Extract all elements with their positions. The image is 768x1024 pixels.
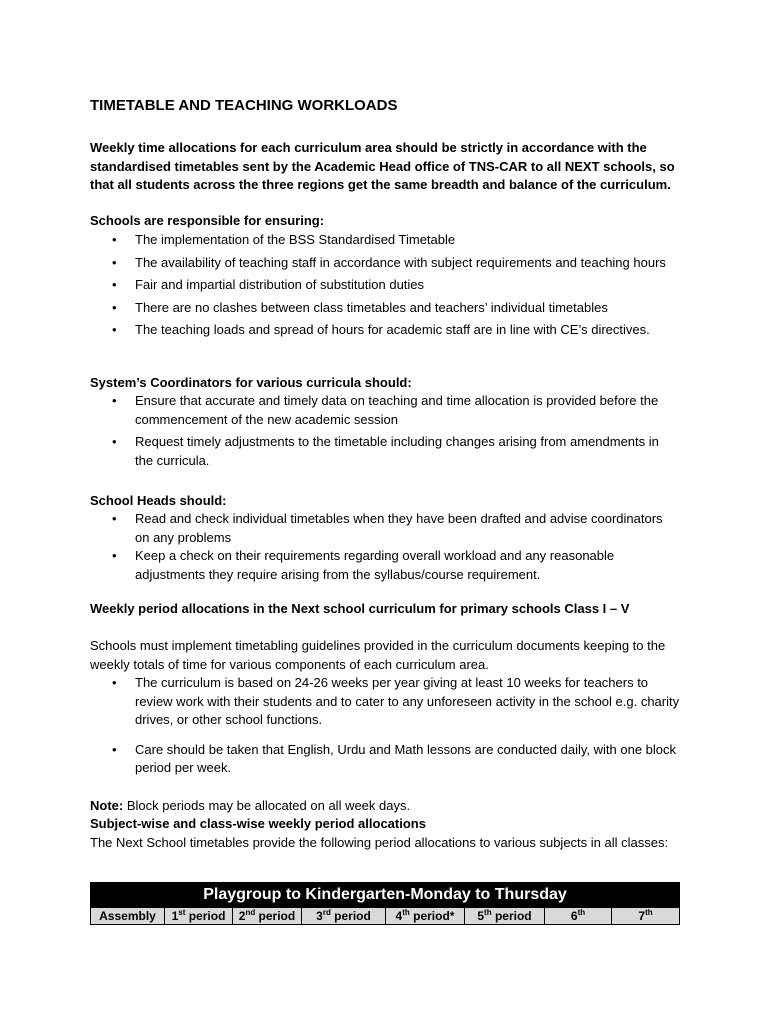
list-item: • Request timely adjustments to the timetable including changes arising from amendments in the curricula. [112,434,659,468]
weekly-list [90,674,680,782]
table-header-row [91,907,679,924]
header-cell-assembly: Assembly [91,907,165,924]
bullet-icon: • [112,675,117,690]
header-cell-period: 3rd period [302,907,386,924]
header-cell-period: 5th period [465,907,545,924]
intro-paragraph: Weekly time allocations for each curriculum area should be strictly in accordance with the standardised timetables sent by the Academic Head office of TNS-CAR to all NEXT schools, so that all students across the three regions get the same breadth and balance of the curriculum. [90,140,675,192]
list-item: • The curriculum is based on 24-26 weeks per year giving at least 10 weeks for teachers to review work with their students and to cater to any unforeseen activity in the school e.g. charity drives, or other school functions. [112,675,680,727]
bullet-icon: • [112,393,117,408]
heads-heading: School Heads should: [90,493,227,508]
header-cell-period: 4th period* [386,907,465,924]
bullet-icon: • [112,322,117,337]
note-text: Block periods may be allocated on all week days. [123,798,411,813]
coordinators-heading: System’s Coordinators for various curricula should: [90,375,412,390]
bullet-icon: • [112,548,117,563]
header-cell-period: 2nd period [233,907,302,924]
note-line [90,797,680,816]
bullet-icon: • [112,511,117,526]
list-item: • There are no clashes between class timetables and teachers’ individual timetables [90,299,680,318]
weekly-heading: Weekly period allocations in the Next school curriculum for primary schools Class I – V [90,601,630,616]
list-item: • Read and check individual timetables when they have been drafted and advise coordinators on any problems [112,511,663,545]
bullet-icon: • [112,299,117,315]
coordinators-list [90,392,680,474]
list-item: • Fair and impartial distribution of substitution duties [90,276,680,295]
schools-heading: Schools are responsible for ensuring: [90,213,325,228]
list-item: • Ensure that accurate and timely data on teaching and time allocation is provided before the commencement of the new academic session [112,393,659,427]
weekly-paragraph: Schools must implement timetabling guidelines provided in the curriculum documents keeping to the weekly totals of time for various components of each curriculum area. [90,638,666,672]
list-item: • Keep a check on their requirements regarding overall workload and any reasonable adjustments they require arising from the syllabus/course requirement. [112,548,615,582]
header-cell-period: 1st period [165,907,233,924]
bullet-icon: • [112,232,117,247]
bullet-icon: • [112,277,117,292]
note-label: Note: [90,798,124,813]
schools-list [90,231,680,344]
bullet-icon: • [112,434,117,449]
list-item: • The availability of teaching staff in accordance with subject requirements and teaching hours [90,254,680,273]
timetable-table [90,882,680,925]
subject-paragraph: The Next School timetables provide the following period allocations to various subjects in all classes: [90,835,669,850]
header-cell-period: 7th [612,907,679,924]
table-title: Playgroup to Kindergarten-Monday to Thursday [91,883,679,907]
list-item: • Care should be taken that English, Urdu and Math lessons are conducted daily, with one block period per week. [112,741,677,775]
bullet-icon: • [112,741,117,757]
heads-list [90,510,680,584]
bullet-icon: • [112,254,117,270]
list-item: • The implementation of the BSS Standardised Timetable [90,231,680,250]
page-title: TIMETABLE AND TEACHING WORKLOADS [90,97,398,114]
list-item: • The teaching loads and spread of hours for academic staff are in line with CE’s directives. [90,321,680,340]
header-cell-period: 6th [545,907,612,924]
subject-heading: Subject-wise and class-wise weekly period allocations [90,816,426,831]
